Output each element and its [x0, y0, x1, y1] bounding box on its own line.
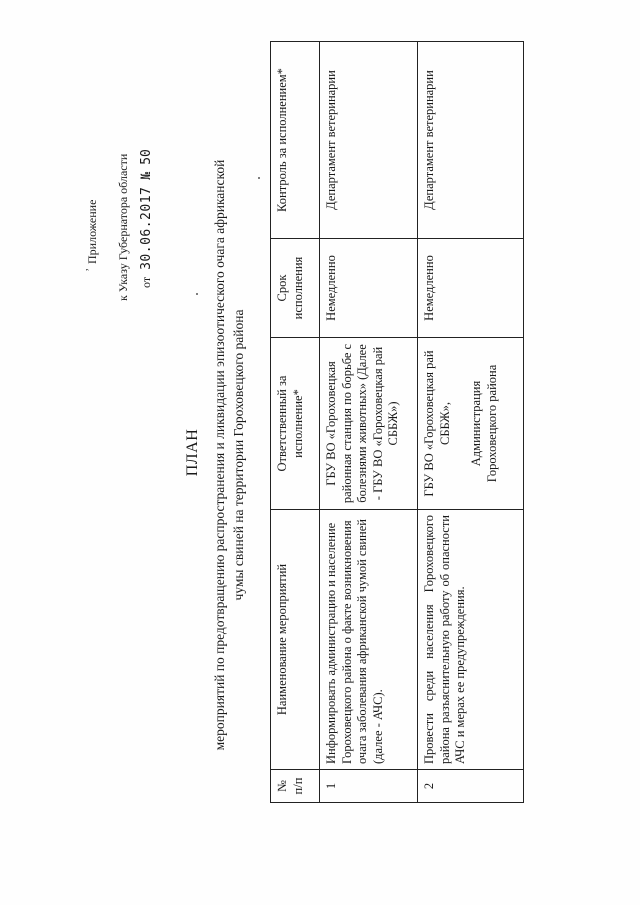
header-responsible: Ответственный за исполнение*	[271, 338, 320, 510]
responsible-text: ГБУ ВО «Гороховецкая рай СББЖ»,	[422, 350, 452, 497]
header-term: Срок исполнения	[271, 239, 320, 338]
decree-date: 30.06.2017	[139, 186, 154, 270]
row-num: 2	[418, 770, 524, 803]
row-num: 1	[320, 770, 418, 803]
row-responsible	[418, 338, 524, 510]
row-term: Немедленно	[320, 239, 418, 338]
responsible-extra-text: Администрация Гороховецкого района	[469, 364, 499, 483]
number-sign: №	[139, 171, 154, 180]
row-control: Департамент ветеринарии	[320, 42, 418, 239]
header-control: Контроль за исполнением*	[271, 42, 320, 239]
row-responsible	[320, 338, 418, 510]
header-num: № п/п	[271, 770, 320, 803]
row-event: Провести среди населения Гороховецкого района разъяснительную работу об опасности АЧС и мерах ее предупреждения.	[418, 510, 524, 770]
appendix-reference: к Указу Губернатора области	[116, 153, 130, 301]
decree-number: 50	[139, 149, 154, 165]
document-subtitle: мероприятий по предотвращению распространения и ликвидации эпизоотического очага африканской чумы свиней на территории Гороховецкого района	[212, 159, 246, 751]
table-row	[320, 42, 418, 803]
appendix-label: Приложение	[85, 199, 99, 264]
stray-mark: ,	[79, 268, 90, 271]
table-header-row	[271, 42, 320, 803]
plan-table	[270, 41, 524, 803]
date-prefix: от	[139, 276, 153, 288]
scan-speck	[258, 177, 260, 179]
row-term: Немедленно	[418, 239, 524, 338]
row-control: Департамент ветеринарии	[418, 42, 524, 239]
row-event: Информировать администрацию и население Гороховецкого района о факте возникновения очага заболевания африканской чумой свиней (далее - АЧС).	[320, 510, 418, 770]
header-event: Наименование мероприятий	[271, 510, 320, 770]
decree-date-line	[140, 149, 153, 288]
scan-speck	[196, 293, 198, 295]
responsible-text: ГБУ ВО «Гороховецкая районная станция по борьбе с болезнями животных» (Далее - ГБУ ВО «Гороховецкая рай СББЖ»)	[324, 343, 400, 504]
table-row	[418, 42, 524, 803]
document-title: ПЛАН	[184, 428, 201, 477]
